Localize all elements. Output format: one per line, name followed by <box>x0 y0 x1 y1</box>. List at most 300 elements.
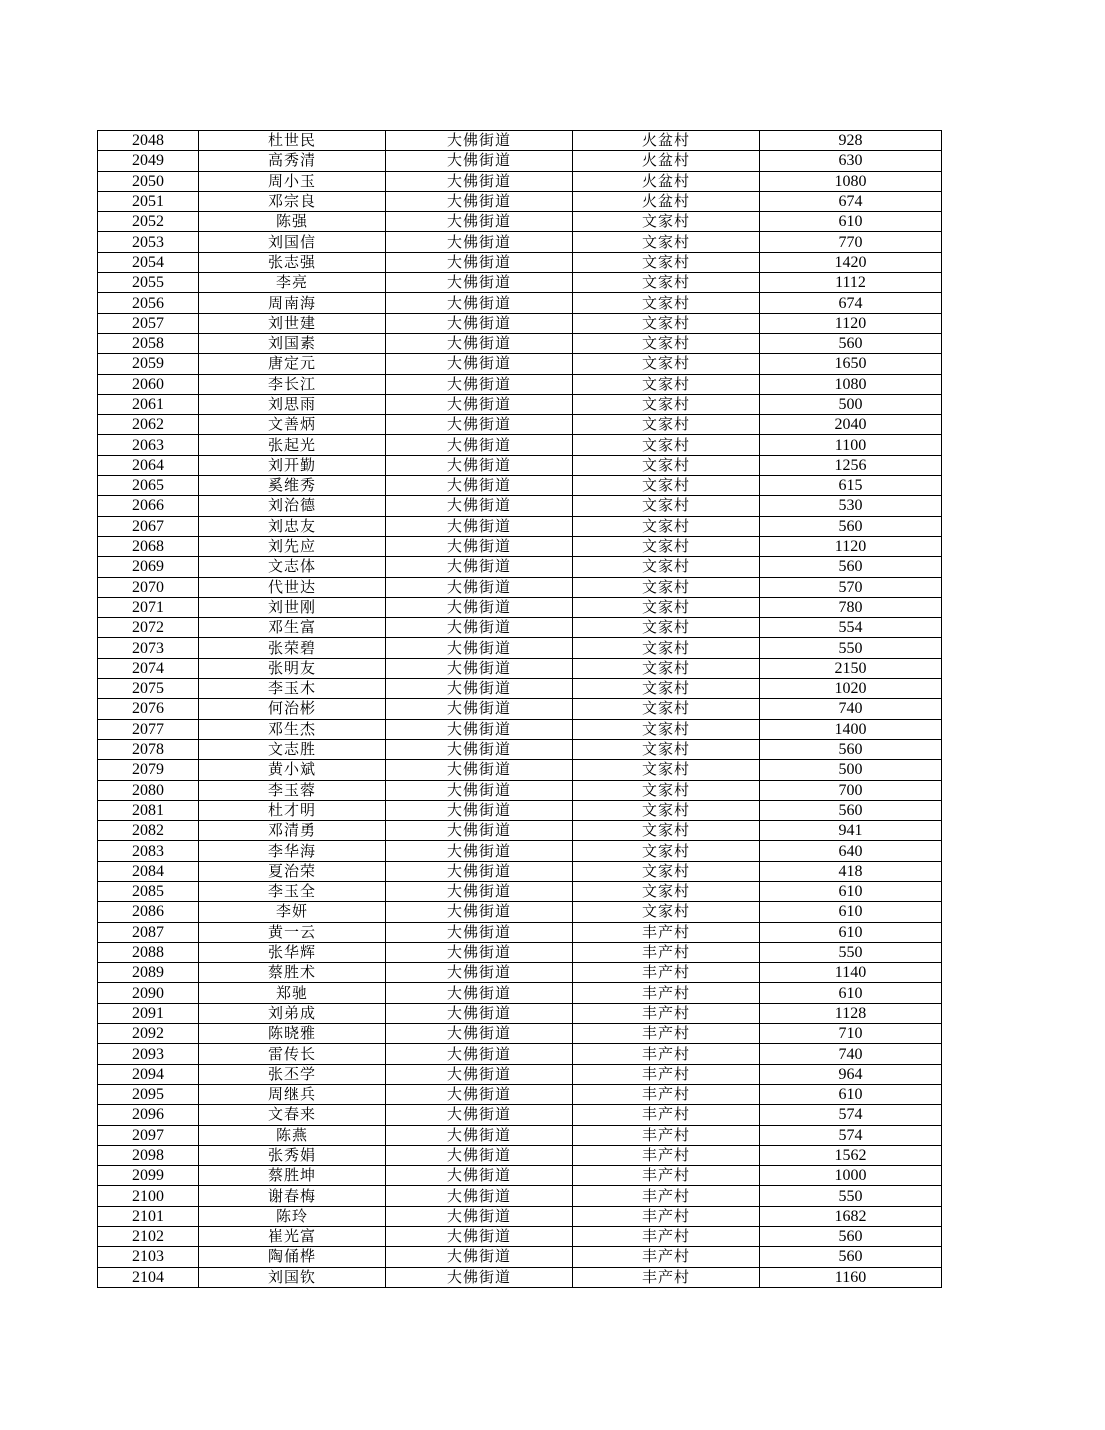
cell-street: 大佛街道 <box>386 1247 573 1267</box>
cell-serial-number: 2103 <box>98 1247 199 1267</box>
cell-village: 丰产村 <box>573 1247 760 1267</box>
table-row <box>98 597 942 617</box>
cell-name: 蔡胜坤 <box>199 1166 386 1186</box>
cell-serial-number: 2070 <box>98 577 199 597</box>
cell-serial-number: 2078 <box>98 739 199 759</box>
cell-village: 丰产村 <box>573 1206 760 1226</box>
cell-village: 文家村 <box>573 719 760 739</box>
cell-street: 大佛街道 <box>386 1145 573 1165</box>
cell-amount: 700 <box>760 780 942 800</box>
cell-street: 大佛街道 <box>386 1186 573 1206</box>
cell-serial-number: 2048 <box>98 131 199 151</box>
cell-amount: 1420 <box>760 252 942 272</box>
cell-serial-number: 2090 <box>98 983 199 1003</box>
cell-amount: 560 <box>760 739 942 759</box>
table-row <box>98 760 942 780</box>
cell-village: 文家村 <box>573 313 760 333</box>
cell-village: 丰产村 <box>573 942 760 962</box>
cell-name: 李长江 <box>199 374 386 394</box>
table-row <box>98 273 942 293</box>
table-row <box>98 780 942 800</box>
cell-village: 文家村 <box>573 476 760 496</box>
cell-amount: 560 <box>760 800 942 820</box>
table-row <box>98 252 942 272</box>
cell-serial-number: 2072 <box>98 618 199 638</box>
cell-amount: 1112 <box>760 273 942 293</box>
cell-name: 刘思雨 <box>199 394 386 414</box>
cell-street: 大佛街道 <box>386 252 573 272</box>
table-row <box>98 1186 942 1206</box>
cell-name: 刘国素 <box>199 333 386 353</box>
cell-street: 大佛街道 <box>386 496 573 516</box>
cell-village: 丰产村 <box>573 1003 760 1023</box>
cell-street: 大佛街道 <box>386 151 573 171</box>
cell-street: 大佛街道 <box>386 212 573 232</box>
cell-village: 文家村 <box>573 760 760 780</box>
cell-name: 张荣碧 <box>199 638 386 658</box>
cell-street: 大佛街道 <box>386 679 573 699</box>
cell-amount: 500 <box>760 760 942 780</box>
cell-street: 大佛街道 <box>386 415 573 435</box>
cell-village: 文家村 <box>573 800 760 820</box>
cell-village: 文家村 <box>573 415 760 435</box>
table-row <box>98 455 942 475</box>
cell-village: 丰产村 <box>573 963 760 983</box>
cell-amount: 418 <box>760 861 942 881</box>
cell-name: 郑驰 <box>199 983 386 1003</box>
cell-name: 邓生杰 <box>199 719 386 739</box>
table-row <box>98 983 942 1003</box>
cell-serial-number: 2081 <box>98 800 199 820</box>
cell-amount: 1650 <box>760 354 942 374</box>
cell-village: 丰产村 <box>573 1105 760 1125</box>
cell-serial-number: 2096 <box>98 1105 199 1125</box>
cell-village: 文家村 <box>573 699 760 719</box>
cell-name: 李华海 <box>199 841 386 861</box>
cell-village: 丰产村 <box>573 1166 760 1186</box>
cell-serial-number: 2056 <box>98 293 199 313</box>
cell-serial-number: 2069 <box>98 557 199 577</box>
cell-serial-number: 2049 <box>98 151 199 171</box>
table-row <box>98 191 942 211</box>
cell-name: 邓宗良 <box>199 191 386 211</box>
cell-village: 丰产村 <box>573 1125 760 1145</box>
cell-amount: 550 <box>760 942 942 962</box>
table-row <box>98 942 942 962</box>
table-row <box>98 1064 942 1084</box>
cell-serial-number: 2062 <box>98 415 199 435</box>
cell-name: 张起光 <box>199 435 386 455</box>
cell-name: 邓生富 <box>199 618 386 638</box>
table-row <box>98 536 942 556</box>
cell-village: 文家村 <box>573 212 760 232</box>
cell-serial-number: 2098 <box>98 1145 199 1165</box>
cell-amount: 1080 <box>760 171 942 191</box>
cell-village: 文家村 <box>573 293 760 313</box>
cell-street: 大佛街道 <box>386 1227 573 1247</box>
cell-village: 丰产村 <box>573 1186 760 1206</box>
table-row <box>98 1206 942 1226</box>
cell-street: 大佛街道 <box>386 760 573 780</box>
cell-serial-number: 2077 <box>98 719 199 739</box>
cell-amount: 770 <box>760 232 942 252</box>
cell-village: 文家村 <box>573 435 760 455</box>
table-row <box>98 1227 942 1247</box>
table-row <box>98 1247 942 1267</box>
cell-village: 文家村 <box>573 232 760 252</box>
cell-name: 刘先应 <box>199 536 386 556</box>
cell-name: 谢春梅 <box>199 1186 386 1206</box>
table-row <box>98 963 942 983</box>
cell-street: 大佛街道 <box>386 1064 573 1084</box>
cell-name: 奚维秀 <box>199 476 386 496</box>
cell-street: 大佛街道 <box>386 536 573 556</box>
table-row <box>98 800 942 820</box>
cell-street: 大佛街道 <box>386 800 573 820</box>
cell-street: 大佛街道 <box>386 354 573 374</box>
table-row <box>98 902 942 922</box>
cell-street: 大佛街道 <box>386 658 573 678</box>
cell-name: 周南海 <box>199 293 386 313</box>
cell-street: 大佛街道 <box>386 861 573 881</box>
cell-amount: 610 <box>760 212 942 232</box>
cell-amount: 550 <box>760 1186 942 1206</box>
cell-amount: 928 <box>760 131 942 151</box>
cell-street: 大佛街道 <box>386 1024 573 1044</box>
table-row <box>98 577 942 597</box>
cell-serial-number: 2067 <box>98 516 199 536</box>
cell-street: 大佛街道 <box>386 1003 573 1023</box>
cell-street: 大佛街道 <box>386 719 573 739</box>
cell-street: 大佛街道 <box>386 618 573 638</box>
cell-village: 丰产村 <box>573 983 760 1003</box>
cell-amount: 740 <box>760 699 942 719</box>
cell-village: 丰产村 <box>573 1024 760 1044</box>
cell-village: 火盆村 <box>573 191 760 211</box>
table-row <box>98 293 942 313</box>
table-row <box>98 679 942 699</box>
table-row <box>98 739 942 759</box>
cell-name: 张志强 <box>199 252 386 272</box>
cell-village: 文家村 <box>573 658 760 678</box>
cell-amount: 1160 <box>760 1267 942 1287</box>
cell-name: 李玉蓉 <box>199 780 386 800</box>
table-row <box>98 374 942 394</box>
cell-name: 刘国钦 <box>199 1267 386 1287</box>
cell-amount: 1682 <box>760 1206 942 1226</box>
cell-name: 刘世刚 <box>199 597 386 617</box>
cell-street: 大佛街道 <box>386 191 573 211</box>
cell-name: 文志体 <box>199 557 386 577</box>
cell-serial-number: 2075 <box>98 679 199 699</box>
cell-village: 文家村 <box>573 394 760 414</box>
cell-name: 陈玲 <box>199 1206 386 1226</box>
cell-serial-number: 2102 <box>98 1227 199 1247</box>
cell-village: 文家村 <box>573 252 760 272</box>
cell-village: 文家村 <box>573 455 760 475</box>
cell-amount: 1120 <box>760 313 942 333</box>
cell-name: 陈晓雅 <box>199 1024 386 1044</box>
cell-name: 李玉木 <box>199 679 386 699</box>
cell-village: 文家村 <box>573 273 760 293</box>
cell-village: 丰产村 <box>573 1227 760 1247</box>
cell-serial-number: 2082 <box>98 821 199 841</box>
cell-name: 崔光富 <box>199 1227 386 1247</box>
cell-street: 大佛街道 <box>386 1267 573 1287</box>
cell-village: 文家村 <box>573 597 760 617</box>
cell-street: 大佛街道 <box>386 313 573 333</box>
cell-village: 火盆村 <box>573 171 760 191</box>
cell-street: 大佛街道 <box>386 881 573 901</box>
table-row <box>98 1145 942 1165</box>
cell-amount: 1080 <box>760 374 942 394</box>
cell-amount: 1020 <box>760 679 942 699</box>
cell-serial-number: 2066 <box>98 496 199 516</box>
cell-serial-number: 2051 <box>98 191 199 211</box>
cell-serial-number: 2080 <box>98 780 199 800</box>
table-row <box>98 354 942 374</box>
cell-amount: 1120 <box>760 536 942 556</box>
cell-name: 李妍 <box>199 902 386 922</box>
cell-serial-number: 2050 <box>98 171 199 191</box>
table-row <box>98 232 942 252</box>
cell-name: 陈强 <box>199 212 386 232</box>
cell-village: 丰产村 <box>573 1267 760 1287</box>
table-row <box>98 1024 942 1044</box>
table-row <box>98 638 942 658</box>
cell-street: 大佛街道 <box>386 1105 573 1125</box>
cell-street: 大佛街道 <box>386 455 573 475</box>
cell-amount: 610 <box>760 922 942 942</box>
cell-name: 刘开勤 <box>199 455 386 475</box>
cell-amount: 610 <box>760 881 942 901</box>
cell-amount: 610 <box>760 983 942 1003</box>
cell-street: 大佛街道 <box>386 577 573 597</box>
cell-name: 文善炳 <box>199 415 386 435</box>
cell-village: 火盆村 <box>573 151 760 171</box>
table-row <box>98 719 942 739</box>
table-row <box>98 821 942 841</box>
table-row <box>98 415 942 435</box>
cell-street: 大佛街道 <box>386 902 573 922</box>
cell-serial-number: 2091 <box>98 1003 199 1023</box>
cell-amount: 560 <box>760 1247 942 1267</box>
cell-street: 大佛街道 <box>386 922 573 942</box>
cell-name: 周继兵 <box>199 1084 386 1104</box>
cell-serial-number: 2065 <box>98 476 199 496</box>
cell-village: 火盆村 <box>573 131 760 151</box>
cell-amount: 560 <box>760 516 942 536</box>
cell-amount: 630 <box>760 151 942 171</box>
table-row <box>98 476 942 496</box>
cell-serial-number: 2094 <box>98 1064 199 1084</box>
cell-name: 陈燕 <box>199 1125 386 1145</box>
cell-name: 唐定元 <box>199 354 386 374</box>
cell-serial-number: 2092 <box>98 1024 199 1044</box>
table-row <box>98 557 942 577</box>
cell-serial-number: 2097 <box>98 1125 199 1145</box>
cell-street: 大佛街道 <box>386 841 573 861</box>
roster-table-body <box>98 131 942 1288</box>
cell-name: 张秀娟 <box>199 1145 386 1165</box>
table-row <box>98 699 942 719</box>
cell-village: 文家村 <box>573 496 760 516</box>
cell-serial-number: 2060 <box>98 374 199 394</box>
cell-village: 文家村 <box>573 861 760 881</box>
cell-name: 杜才明 <box>199 800 386 820</box>
cell-street: 大佛街道 <box>386 273 573 293</box>
cell-amount: 1256 <box>760 455 942 475</box>
cell-amount: 1400 <box>760 719 942 739</box>
table-row <box>98 1084 942 1104</box>
cell-amount: 560 <box>760 1227 942 1247</box>
cell-amount: 941 <box>760 821 942 841</box>
cell-serial-number: 2101 <box>98 1206 199 1226</box>
cell-amount: 2040 <box>760 415 942 435</box>
table-row <box>98 313 942 333</box>
cell-village: 文家村 <box>573 333 760 353</box>
cell-village: 文家村 <box>573 577 760 597</box>
cell-serial-number: 2095 <box>98 1084 199 1104</box>
cell-serial-number: 2052 <box>98 212 199 232</box>
cell-name: 夏治荣 <box>199 861 386 881</box>
table-row <box>98 861 942 881</box>
cell-name: 张华辉 <box>199 942 386 962</box>
cell-name: 李亮 <box>199 273 386 293</box>
cell-name: 雷传长 <box>199 1044 386 1064</box>
table-row <box>98 516 942 536</box>
cell-serial-number: 2093 <box>98 1044 199 1064</box>
cell-street: 大佛街道 <box>386 171 573 191</box>
table-row <box>98 1105 942 1125</box>
cell-serial-number: 2057 <box>98 313 199 333</box>
cell-street: 大佛街道 <box>386 1044 573 1064</box>
cell-serial-number: 2059 <box>98 354 199 374</box>
cell-village: 文家村 <box>573 354 760 374</box>
table-row <box>98 131 942 151</box>
cell-name: 黄小斌 <box>199 760 386 780</box>
cell-amount: 1100 <box>760 435 942 455</box>
cell-serial-number: 2084 <box>98 861 199 881</box>
cell-serial-number: 2058 <box>98 333 199 353</box>
cell-serial-number: 2099 <box>98 1166 199 1186</box>
cell-name: 刘世建 <box>199 313 386 333</box>
cell-village: 丰产村 <box>573 1044 760 1064</box>
cell-serial-number: 2061 <box>98 394 199 414</box>
cell-serial-number: 2074 <box>98 658 199 678</box>
table-row <box>98 333 942 353</box>
cell-amount: 640 <box>760 841 942 861</box>
cell-name: 张丕学 <box>199 1064 386 1084</box>
cell-amount: 554 <box>760 618 942 638</box>
cell-amount: 780 <box>760 597 942 617</box>
cell-name: 刘弟成 <box>199 1003 386 1023</box>
cell-street: 大佛街道 <box>386 394 573 414</box>
cell-village: 丰产村 <box>573 922 760 942</box>
cell-street: 大佛街道 <box>386 1166 573 1186</box>
cell-street: 大佛街道 <box>386 739 573 759</box>
cell-amount: 574 <box>760 1105 942 1125</box>
table-row <box>98 881 942 901</box>
cell-village: 文家村 <box>573 557 760 577</box>
cell-name: 蔡胜术 <box>199 963 386 983</box>
cell-serial-number: 2086 <box>98 902 199 922</box>
table-row <box>98 1003 942 1023</box>
cell-amount: 560 <box>760 557 942 577</box>
cell-name: 文志胜 <box>199 739 386 759</box>
table-row <box>98 1267 942 1287</box>
cell-street: 大佛街道 <box>386 1084 573 1104</box>
cell-amount: 615 <box>760 476 942 496</box>
cell-amount: 530 <box>760 496 942 516</box>
cell-name: 邓清勇 <box>199 821 386 841</box>
cell-serial-number: 2104 <box>98 1267 199 1287</box>
cell-village: 文家村 <box>573 638 760 658</box>
cell-serial-number: 2071 <box>98 597 199 617</box>
cell-street: 大佛街道 <box>386 516 573 536</box>
cell-street: 大佛街道 <box>386 131 573 151</box>
table-row <box>98 1166 942 1186</box>
cell-street: 大佛街道 <box>386 597 573 617</box>
cell-village: 文家村 <box>573 374 760 394</box>
table-row <box>98 212 942 232</box>
cell-name: 刘忠友 <box>199 516 386 536</box>
cell-street: 大佛街道 <box>386 699 573 719</box>
cell-name: 杜世民 <box>199 131 386 151</box>
cell-street: 大佛街道 <box>386 983 573 1003</box>
table-row <box>98 658 942 678</box>
cell-village: 文家村 <box>573 881 760 901</box>
cell-name: 刘治德 <box>199 496 386 516</box>
cell-amount: 710 <box>760 1024 942 1044</box>
cell-village: 文家村 <box>573 679 760 699</box>
cell-serial-number: 2068 <box>98 536 199 556</box>
cell-amount: 964 <box>760 1064 942 1084</box>
table-row <box>98 1044 942 1064</box>
cell-street: 大佛街道 <box>386 780 573 800</box>
cell-street: 大佛街道 <box>386 638 573 658</box>
cell-village: 文家村 <box>573 902 760 922</box>
cell-street: 大佛街道 <box>386 293 573 313</box>
cell-street: 大佛街道 <box>386 1206 573 1226</box>
cell-amount: 740 <box>760 1044 942 1064</box>
cell-village: 文家村 <box>573 739 760 759</box>
cell-name: 李玉全 <box>199 881 386 901</box>
table-row <box>98 496 942 516</box>
cell-street: 大佛街道 <box>386 821 573 841</box>
table-row <box>98 1125 942 1145</box>
cell-amount: 550 <box>760 638 942 658</box>
cell-serial-number: 2089 <box>98 963 199 983</box>
roster-table <box>97 130 942 1288</box>
cell-name: 高秀清 <box>199 151 386 171</box>
cell-village: 文家村 <box>573 821 760 841</box>
table-row <box>98 618 942 638</box>
cell-name: 周小玉 <box>199 171 386 191</box>
cell-street: 大佛街道 <box>386 333 573 353</box>
cell-name: 刘国信 <box>199 232 386 252</box>
table-row <box>98 394 942 414</box>
cell-name: 陶俑桦 <box>199 1247 386 1267</box>
cell-serial-number: 2079 <box>98 760 199 780</box>
cell-serial-number: 2083 <box>98 841 199 861</box>
cell-amount: 610 <box>760 902 942 922</box>
cell-serial-number: 2053 <box>98 232 199 252</box>
cell-amount: 1000 <box>760 1166 942 1186</box>
cell-village: 文家村 <box>573 536 760 556</box>
cell-serial-number: 2054 <box>98 252 199 272</box>
cell-name: 文春来 <box>199 1105 386 1125</box>
